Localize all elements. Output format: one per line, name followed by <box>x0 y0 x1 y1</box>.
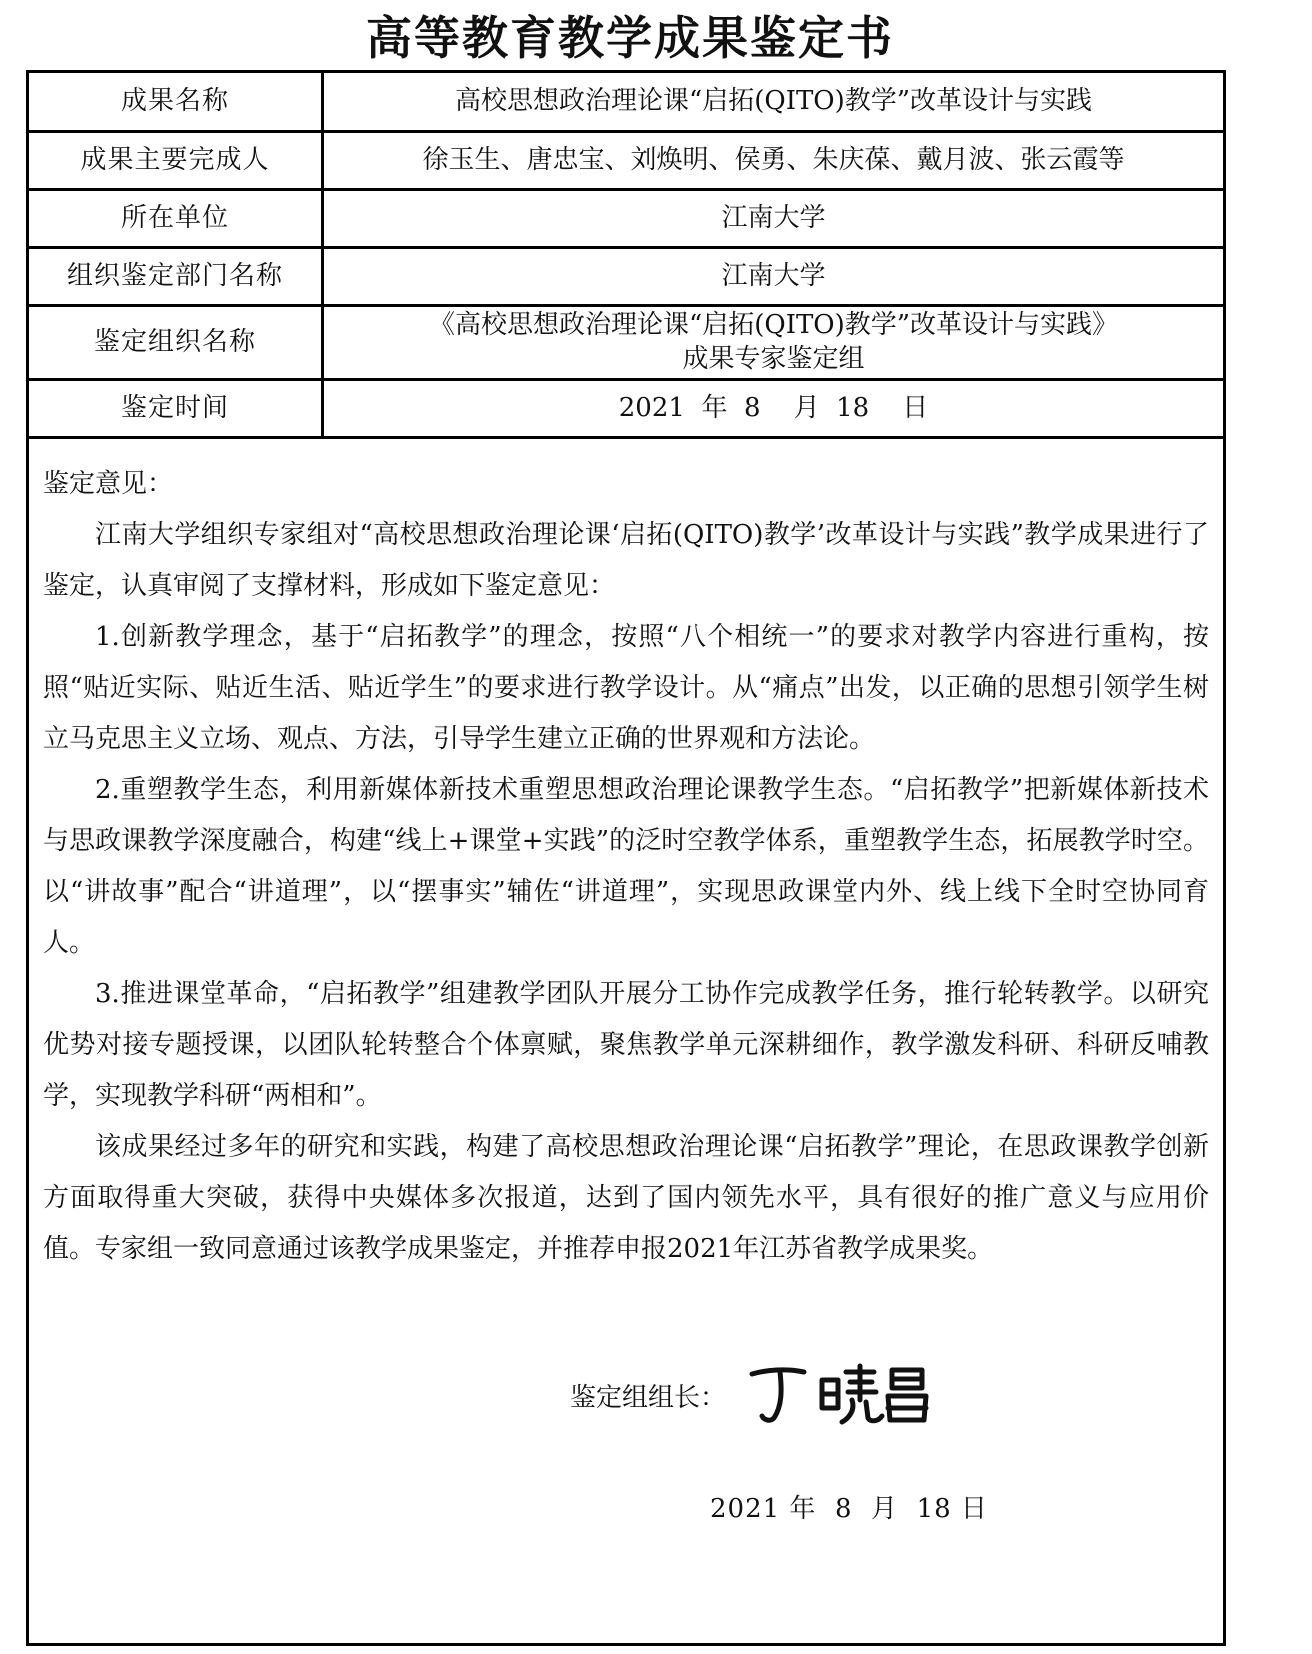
table-row <box>29 73 1223 131</box>
value-organizing-department: 江南大学 <box>323 247 1224 305</box>
document-title: 高等教育教学成果鉴定书 <box>366 11 894 65</box>
table-row <box>29 247 1223 305</box>
info-table <box>29 73 1223 439</box>
value-main-contributors: 徐玉生、唐忠宝、刘焕明、侯勇、朱庆葆、戴月波、张云霞等 <box>323 131 1224 189</box>
table-row <box>29 379 1223 437</box>
label-main-contributors: 成果主要完成人 <box>29 131 323 189</box>
opinion-paragraph: 2.重塑教学生态，利用新媒体新技术重塑思想政治理论课教学生态。“启拓教学”把新媒体新技术与思政课教学深度融合，构建“线上+课堂+实践”的泛时空教学体系，重塑教学生态，拓展教学时空。以“讲故事”配合“讲道理”，以“摆事实”辅佐“讲道理”，实现思政课堂内外、线上线下全时空协同育人。 <box>43 774 1209 958</box>
value-appraisal-date: 2021 年 8 月 18 日 <box>323 379 1224 437</box>
value-achievement-name: 高校思想政治理论课“启拓(QITO)教学”改革设计与实践 <box>323 73 1224 131</box>
opinion-paragraph: 3.推进课堂革命，“启拓教学”组建教学团队开展分工协作完成教学任务，推行轮转教学。以研究优势对接专题授课，以团队轮转整合个体禀赋，聚焦教学单元深耕细作，教学激发科研、科研反哺教学，实现教学科研“两相和”。 <box>43 978 1209 1111</box>
value-unit: 江南大学 <box>323 189 1224 247</box>
appraisal-organization-line2: 成果专家鉴定组 <box>682 344 865 374</box>
label-unit: 所在单位 <box>29 189 323 247</box>
label-organizing-department: 组织鉴定部门名称 <box>29 247 323 305</box>
table-row <box>29 305 1223 379</box>
table-row <box>29 131 1223 189</box>
opinion-heading: 鉴定意见： <box>43 468 174 499</box>
handwritten-signature <box>746 1360 936 1430</box>
opinion-paragraph: 1.创新教学理念，基于“启拓教学”的理念，按照“八个相统一”的要求对教学内容进行重构，按照“贴近实际、贴近生活、贴近学生”的要求进行教学设计。从“痛点”出发，以正确的思想引领学生树立马克思主义立场、观点、方法，引导学生建立正确的世界观和方法论。 <box>43 621 1209 754</box>
leader-label: 鉴定组组长： <box>570 1382 727 1413</box>
signature-date: 2021 年 8 月 18 日 <box>710 1494 988 1524</box>
opinion-paragraph: 该成果经过多年的研究和实践，构建了高校思想政治理论课“启拓教学”理论，在思政课教学创新方面取得重大突破，获得中央媒体多次报道，达到了国内领先水平，具有很好的推广意义与应用价值。专家组一致同意通过该教学成果鉴定，并推荐申报2021年江苏省教学成果奖。 <box>43 1131 1209 1264</box>
opinion-paragraph: 江南大学组织专家组对“高校思想政治理论课‘启拓(QITO)教学’改革设计与实践”教学成果进行了鉴定，认真审阅了支撑材料，形成如下鉴定意见： <box>43 519 1209 601</box>
value-appraisal-organization <box>323 305 1224 379</box>
table-row <box>29 189 1223 247</box>
appraisal-organization-line1: 《高校思想政治理论课“启拓(QITO)教学”改革设计与实践》 <box>428 310 1119 340</box>
leader-signature-line <box>570 1360 936 1430</box>
label-appraisal-organization: 鉴定组织名称 <box>29 305 323 379</box>
label-achievement-name: 成果名称 <box>29 73 323 131</box>
label-appraisal-date: 鉴定时间 <box>29 379 323 437</box>
opinion-section <box>29 439 1223 1275</box>
